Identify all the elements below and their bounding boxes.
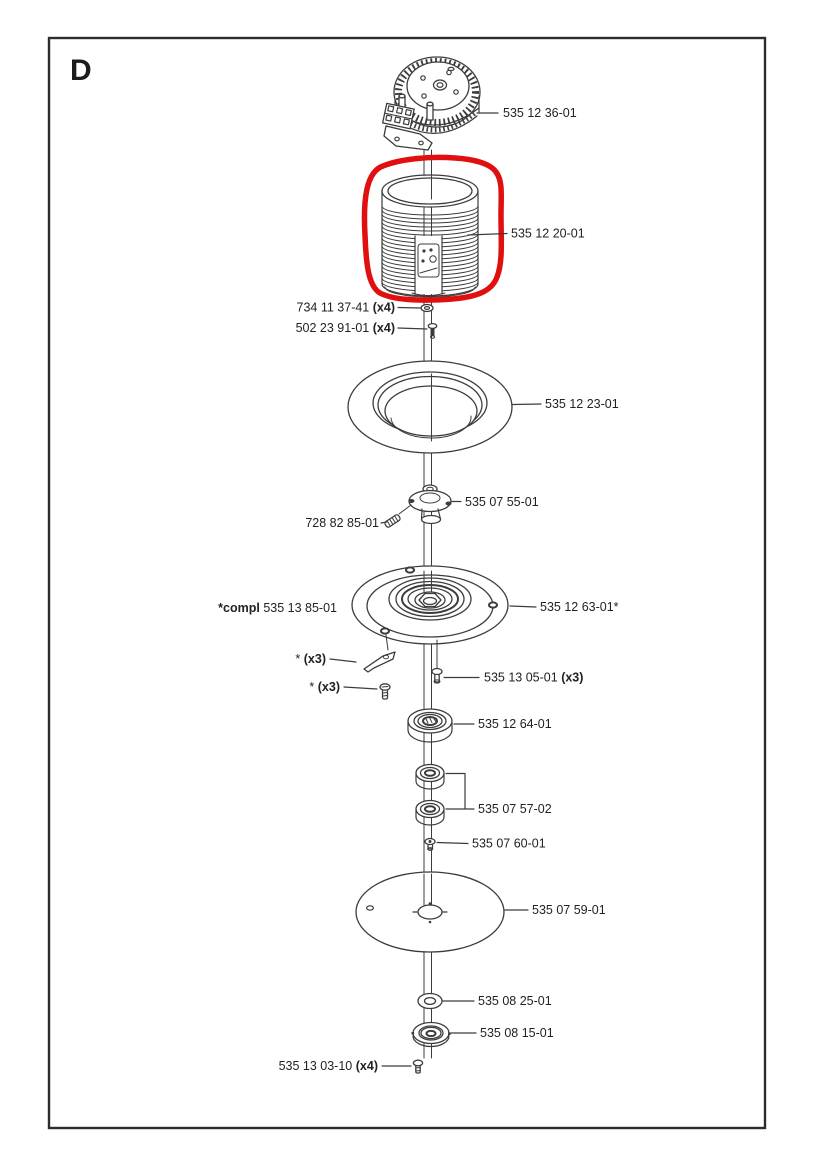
label-spool-hub: 535 07 55-01 bbox=[465, 495, 539, 509]
set-screw-part bbox=[384, 505, 411, 528]
blade-part bbox=[364, 635, 395, 672]
spacer-part bbox=[425, 839, 435, 851]
motor-part bbox=[383, 57, 480, 150]
label-drum: 535 12 20-01 bbox=[511, 226, 585, 241]
label-plate-disc: 535 07 59-01 bbox=[532, 903, 606, 917]
spool-hub-part bbox=[409, 485, 452, 524]
label-screw-bottom: 535 13 03-10 (x4) bbox=[278, 1059, 378, 1073]
plate-disc-part bbox=[356, 872, 504, 952]
bearing-pair-part bbox=[416, 765, 444, 826]
label-washer-top: 734 11 37-41 (x4) bbox=[296, 300, 395, 315]
drum-part bbox=[382, 163, 478, 297]
label-set-screw: 728 82 85-01 bbox=[305, 516, 379, 530]
screw-top-part bbox=[428, 324, 436, 339]
label-disc: 535 12 63-01* bbox=[540, 600, 619, 614]
disc-part bbox=[352, 566, 508, 644]
label-motor: 535 12 36-01 bbox=[503, 106, 577, 120]
cover-ring-part bbox=[348, 361, 512, 453]
label-spacer: 535 07 60-01 bbox=[472, 836, 546, 851]
blade-screw-part bbox=[380, 684, 390, 699]
label-washer-bottom: 535 08 25-01 bbox=[478, 994, 552, 1008]
label-cover-ring: 535 12 23-01 bbox=[545, 397, 619, 411]
washer-top-part bbox=[421, 305, 433, 312]
label-bearing-pair: 535 07 57-02 bbox=[478, 802, 552, 816]
label-bearing-large: 535 12 64-01 bbox=[478, 717, 552, 731]
label-disc-screw: 535 13 05-01 (x3) bbox=[484, 670, 584, 685]
screw-bottom-part bbox=[413, 1060, 422, 1073]
label-screw-top: 502 23 91-01 (x4) bbox=[295, 321, 395, 335]
hub-washer-part bbox=[412, 1023, 451, 1047]
motor-bracket bbox=[384, 126, 432, 150]
section-label: D bbox=[70, 54, 92, 87]
label-compl: *compl 535 13 85-01 bbox=[218, 601, 337, 615]
washer-bottom-part bbox=[418, 994, 442, 1009]
bearing-large-part bbox=[408, 709, 452, 742]
disc-screw-part bbox=[432, 640, 442, 683]
label-blade: * (x3) bbox=[295, 652, 326, 666]
label-blade-screw: * (x3) bbox=[309, 680, 340, 694]
label-hub-washer: 535 08 15-01 bbox=[480, 1026, 554, 1040]
